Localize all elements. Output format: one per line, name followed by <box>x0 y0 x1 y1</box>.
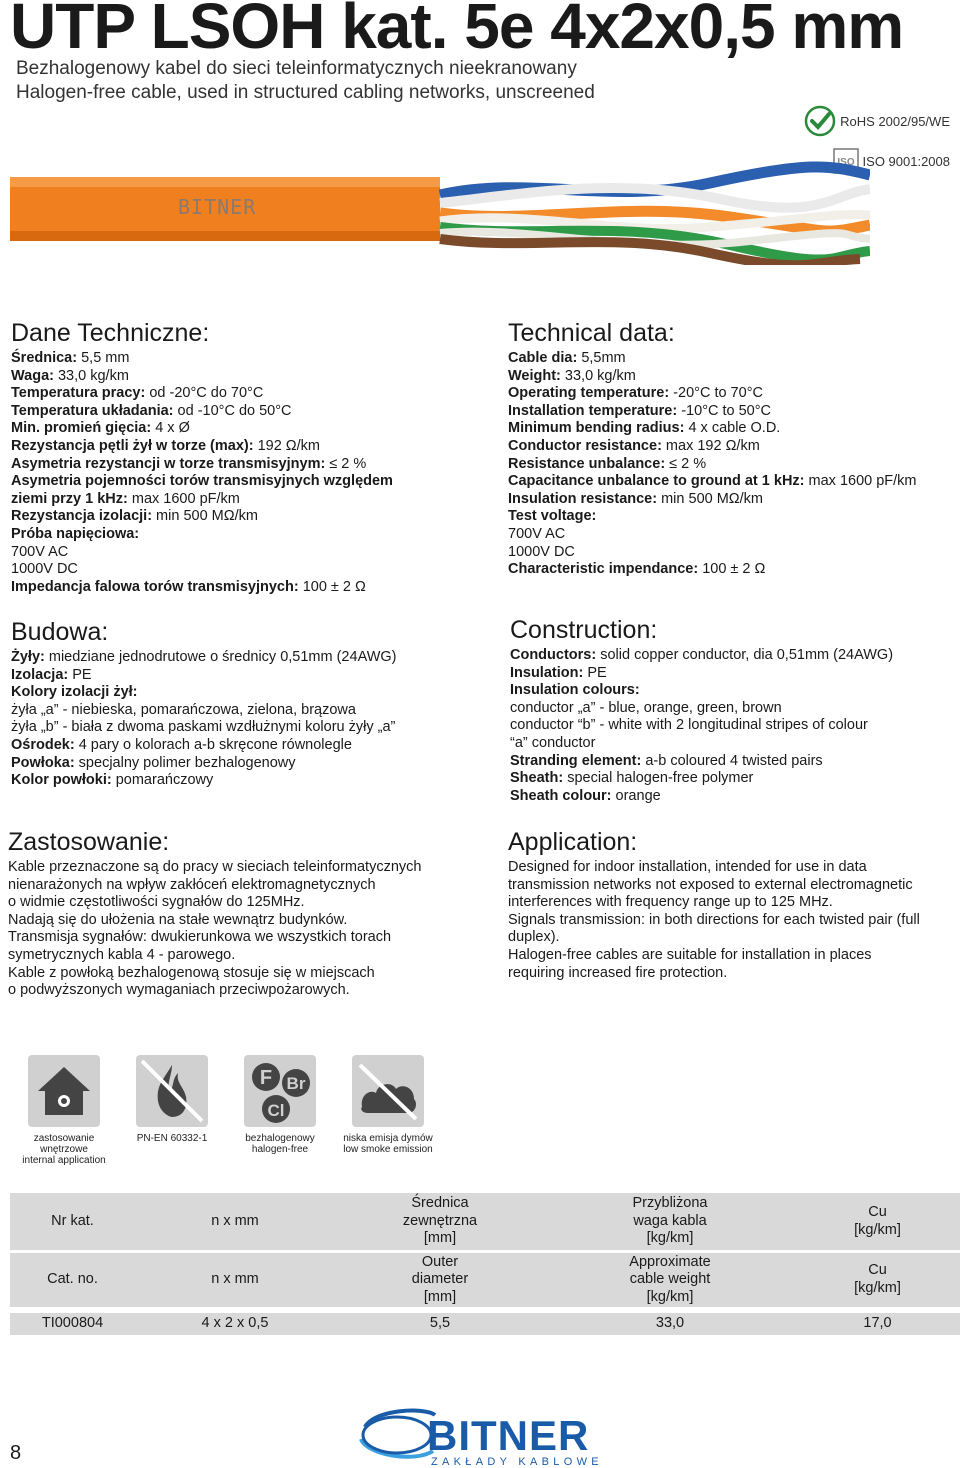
dane-heading: Dane Techniczne: <box>11 319 210 347</box>
budowa-label: Ośrodek: <box>11 736 75 753</box>
tech-value: ≤ 2 % <box>665 455 707 472</box>
budowa-row <box>11 684 397 702</box>
construction-row <box>510 665 893 683</box>
construction-value: solid copper conductor, dia 0,51mm (24AWG) <box>596 647 894 663</box>
cable-brand-print: BITNER <box>178 195 257 219</box>
dane-row <box>11 473 393 491</box>
budowa-label: Kolor powłoki: <box>11 772 112 789</box>
construction-row <box>510 717 893 735</box>
cable-image <box>10 155 870 265</box>
iso-badge-text: ISO <box>836 157 855 168</box>
zastosowanie-line: o widmie częstotliwości sygnałów do 125MHz. <box>8 894 305 911</box>
tech-value: min 500 MΩ/km <box>657 490 763 507</box>
table-cell: n x mm <box>135 1253 335 1313</box>
logo-wordmark: BITNER <box>427 1412 590 1459</box>
dane-row <box>11 579 393 597</box>
application-line: Signals transmission: in both directions for each twisted pair (full <box>508 911 920 928</box>
tech-row <box>508 403 917 421</box>
construction-label: Stranding element: <box>510 752 642 769</box>
construction-value: a-b coloured 4 twisted pairs <box>641 752 823 769</box>
dane-value: 1000V DC <box>11 561 78 578</box>
budowa-row <box>11 772 397 790</box>
dane-value: 33,0 kg/km <box>53 367 129 384</box>
tech-row <box>508 508 917 526</box>
tech-label: Weight: <box>508 367 561 384</box>
application-line: Halogen-free cables are suitable for installation in places <box>508 946 872 963</box>
construction-label: Sheath colour: <box>510 787 612 804</box>
tech-row <box>508 544 917 562</box>
subtitle-pl: Bezhalogenowy kabel do sieci teleinformatycznych nieekranowany <box>16 58 577 79</box>
tech-value: max 1600 pF/km <box>804 473 917 490</box>
construction-row <box>510 700 893 718</box>
rohs-check-icon <box>804 105 836 137</box>
tech-row <box>508 561 917 579</box>
budowa-label: Żyły: <box>11 649 45 665</box>
logo-tagline: ZAKŁADY KABLOWE <box>431 1456 603 1467</box>
tech-row <box>508 456 917 474</box>
dane-row <box>11 438 393 456</box>
icon-internal-pl: zastosowanie wnętrzowe <box>33 1133 95 1155</box>
dane-row <box>11 420 393 438</box>
halogen-symbol-br: Br <box>286 1074 306 1093</box>
tech-value: 4 x cable O.D. <box>684 420 781 437</box>
application-line: Designed for indoor installation, intended for use in data <box>508 859 867 875</box>
dane-row <box>11 350 393 368</box>
budowa-value: PE <box>68 666 92 683</box>
tech-label: Insulation resistance: <box>508 490 658 507</box>
table-cell: Cu [kg/km] <box>795 1253 960 1313</box>
dane-value: min 500 MΩ/km <box>152 508 258 525</box>
tech-value: 5,5mm <box>577 350 626 366</box>
dane-label: Asymetria rezystancji w torze transmisyjnym: <box>11 455 326 472</box>
budowa-row <box>11 719 397 737</box>
construction-value: conductor “b” - white with 2 longitudinal stripes of colour <box>510 717 868 734</box>
bitner-logo <box>355 1405 625 1467</box>
tech-value: 1000V DC <box>508 543 575 560</box>
zastosowanie-line: Transmisja sygnałów: dwukierunkowa we wszystkich torach <box>8 929 392 946</box>
construction-label: Insulation colours: <box>510 682 640 699</box>
tech-row <box>508 438 917 456</box>
icon-smoke-pl: niska emisja dymów <box>343 1133 433 1144</box>
budowa-row <box>11 755 397 773</box>
dane-label: Asymetria pojemności torów transmisyjnych względem <box>11 473 393 490</box>
flame-icon <box>136 1055 208 1127</box>
product-title: UTP LSOH kat. 5e 4x2x0,5 mm <box>10 0 904 62</box>
zastosowanie-line: Kable przeznaczone są do pracy w sieciach teleinformatycznych <box>8 859 422 875</box>
budowa-value: miedziane jednodrutowe o średnicy 0,51mm (24AWG) <box>44 649 397 665</box>
tech-label: Cable dia: <box>508 350 578 366</box>
dane-label: Rezystancja izolacji: <box>11 508 153 525</box>
application-line: requiring increased fire protection. <box>508 964 728 981</box>
budowa-value: pomarańczowy <box>111 772 214 789</box>
dane-row <box>11 544 393 562</box>
table-cell: 17,0 <box>795 1313 960 1335</box>
dane-label: Temperatura układania: <box>11 402 174 419</box>
construction-label: Sheath: <box>510 770 564 787</box>
tech-label: Conductor resistance: <box>508 437 662 454</box>
budowa-heading: Budowa: <box>11 618 109 646</box>
table-cell: Nr kat. <box>10 1193 135 1253</box>
icon-internal-en: internal application <box>22 1155 106 1166</box>
application-section <box>508 827 920 982</box>
construction-row <box>510 770 893 788</box>
icon-halogen-pl: bezhalogenowy <box>245 1133 315 1144</box>
smoke-icon <box>352 1055 424 1127</box>
budowa-section <box>11 617 397 790</box>
tech-row <box>508 368 917 386</box>
table-cell: n x mm <box>135 1193 335 1253</box>
dane-label: Próba napięciowa: <box>11 525 140 542</box>
property-icons <box>10 1055 442 1166</box>
construction-value: special halogen-free polymer <box>563 770 754 787</box>
dane-value: max 1600 pF/km <box>127 490 240 507</box>
icon-internal <box>10 1055 118 1166</box>
construction-row <box>510 647 893 665</box>
dane-value: od -10°C do 50°C <box>173 402 292 419</box>
house-icon <box>28 1055 100 1127</box>
table-cell: 5,5 <box>335 1313 545 1335</box>
construction-value: “a” conductor <box>510 734 596 751</box>
tech-label: Capacitance unbalance to ground at 1 kHz: <box>508 473 805 490</box>
tech-label: Minimum bending radius: <box>508 420 685 437</box>
zastosowanie-line: o podwyższonych wymaganiach przeciwpożarowych. <box>8 982 350 999</box>
budowa-row <box>11 649 397 667</box>
application-line: duplex). <box>508 929 560 946</box>
spec-table <box>10 1193 960 1335</box>
tech-row <box>508 526 917 544</box>
tech-heading: Technical data: <box>508 319 675 347</box>
budowa-row <box>11 667 397 685</box>
dane-label: Temperatura pracy: <box>11 385 146 402</box>
budowa-value: specjalny polimer bezhalogenowy <box>74 754 296 771</box>
application-line: transmission networks not exposed to external electromagnetic <box>508 876 913 893</box>
tech-label: Operating temperature: <box>508 385 670 402</box>
halogen-symbol-f: F <box>259 1067 273 1089</box>
zastosowanie-line: nienarażonych na wpływ zakłóceń elektromagnetycznych <box>8 876 376 893</box>
tech-label: Resistance unbalance: <box>508 455 666 472</box>
dane-value: 4 x Ø <box>151 420 190 437</box>
zastosowanie-heading: Zastosowanie: <box>8 828 170 856</box>
table-header-en <box>10 1253 960 1313</box>
tech-value: 700V AC <box>508 525 566 542</box>
table-header-pl <box>10 1193 960 1253</box>
table-cell: Outer diameter [mm] <box>335 1253 545 1313</box>
tech-row <box>508 420 917 438</box>
dane-row <box>11 456 393 474</box>
tech-value: -10°C to 50°C <box>677 402 772 419</box>
construction-section <box>510 615 893 805</box>
zastosowanie-line: Nadają się do ułożenia na stałe wewnątrz budynków. <box>8 911 348 928</box>
budowa-label: Izolacja: <box>11 666 69 683</box>
budowa-value: żyła „b” - biała z dwoma paskami wzdłużnymi koloru żyły „a” <box>11 719 396 736</box>
dane-value: 100 ± 2 Ω <box>298 578 366 595</box>
construction-heading: Construction: <box>510 616 658 644</box>
application-heading: Application: <box>508 828 638 856</box>
tech-value: -20°C to 70°C <box>669 385 763 402</box>
construction-row <box>510 735 893 753</box>
table-cell: 4 x 2 x 0,5 <box>135 1313 335 1335</box>
budowa-row <box>11 702 397 720</box>
rohs-cert <box>804 105 950 137</box>
dane-row <box>11 491 393 509</box>
zastosowanie-section <box>8 827 421 1000</box>
dane-value: 700V AC <box>11 543 69 560</box>
dane-row <box>11 508 393 526</box>
zastosowanie-line: Kable z powłoką bezhalogenową stosuje się w miejscach <box>8 964 375 981</box>
dane-value: od -20°C do 70°C <box>145 385 264 402</box>
icon-halogen-en: halogen-free <box>251 1144 309 1155</box>
construction-label: Conductors: <box>510 647 597 663</box>
dane-value: 5,5 mm <box>77 350 130 366</box>
technical-data-section <box>508 318 917 579</box>
icon-smoke-en: low smoke emission <box>343 1144 433 1155</box>
icon-low-smoke <box>334 1055 442 1166</box>
budowa-label: Kolory izolacji żył: <box>11 684 138 701</box>
tech-label: Installation temperature: <box>508 402 678 419</box>
construction-row <box>510 753 893 771</box>
table-cell: TI000804 <box>10 1313 135 1335</box>
tech-label: Characteristic impendance: <box>508 561 699 578</box>
table-cell: Cu [kg/km] <box>795 1193 960 1253</box>
dane-label: Min. promień gięcia: <box>11 420 152 437</box>
table-cell: Średnica zewnętrzna [mm] <box>335 1193 545 1253</box>
iso-label: ISO 9001:2008 <box>862 153 950 169</box>
tech-row <box>508 385 917 403</box>
zastosowanie-line: symetrycznych kabla 4 - parowego. <box>8 946 236 963</box>
halogen-symbol-cl: Cl <box>267 1101 285 1120</box>
rohs-label: RoHS 2002/95/WE <box>840 113 950 129</box>
tech-row <box>508 473 917 491</box>
construction-label: Insulation: <box>510 664 584 681</box>
dane-label: Rezystancja pętli żył w torze (max): <box>11 437 254 454</box>
dane-label: ziemi przy 1 kHz: <box>11 490 128 507</box>
construction-row <box>510 788 893 806</box>
tech-value: 100 ± 2 Ω <box>698 561 766 578</box>
table-cell: Przybliżona waga kabla [kg/km] <box>545 1193 795 1253</box>
table-cell: 33,0 <box>545 1313 795 1335</box>
dane-label: Waga: <box>11 367 54 384</box>
tech-label: Test voltage: <box>508 508 597 525</box>
dane-techniczne-section <box>11 318 393 596</box>
dane-row <box>11 385 393 403</box>
icon-flame-label: PN-EN 60332-1 <box>136 1133 208 1144</box>
tech-row <box>508 491 917 509</box>
application-line: interferences with frequency range up to 125 MHz. <box>508 894 833 911</box>
construction-value: PE <box>583 664 607 681</box>
dane-row <box>11 526 393 544</box>
table-row <box>10 1313 960 1335</box>
tech-value: max 192 Ω/km <box>661 437 760 454</box>
tech-value: 33,0 kg/km <box>560 367 636 384</box>
tech-row <box>508 350 917 368</box>
budowa-value: żyła „a” - niebieska, pomarańczowa, zielona, brązowa <box>11 701 356 718</box>
table-cell: Approximate cable weight [kg/km] <box>545 1253 795 1313</box>
dane-value: ≤ 2 % <box>325 455 367 472</box>
construction-value: orange <box>611 787 661 804</box>
budowa-row <box>11 737 397 755</box>
dane-row <box>11 368 393 386</box>
dane-row <box>11 403 393 421</box>
budowa-value: 4 pary o kolorach a-b skręcone równolegle <box>74 736 352 753</box>
dane-label: Średnica: <box>11 350 78 366</box>
construction-value: conductor „a” - blue, orange, green, brown <box>510 699 782 716</box>
dane-value: 192 Ω/km <box>253 437 320 454</box>
budowa-label: Powłoka: <box>11 754 75 771</box>
dane-label: Impedancja falowa torów transmisyjnych: <box>11 578 299 595</box>
icon-halogen-free <box>226 1055 334 1166</box>
halogen-icon <box>244 1055 316 1127</box>
subtitle-en: Halogen-free cable, used in structured cabling networks, unscreened <box>16 82 595 103</box>
table-cell: Cat. no. <box>10 1253 135 1313</box>
construction-row <box>510 682 893 700</box>
icon-flame <box>118 1055 226 1166</box>
dane-row <box>11 561 393 579</box>
page-number: 8 <box>10 1442 22 1464</box>
